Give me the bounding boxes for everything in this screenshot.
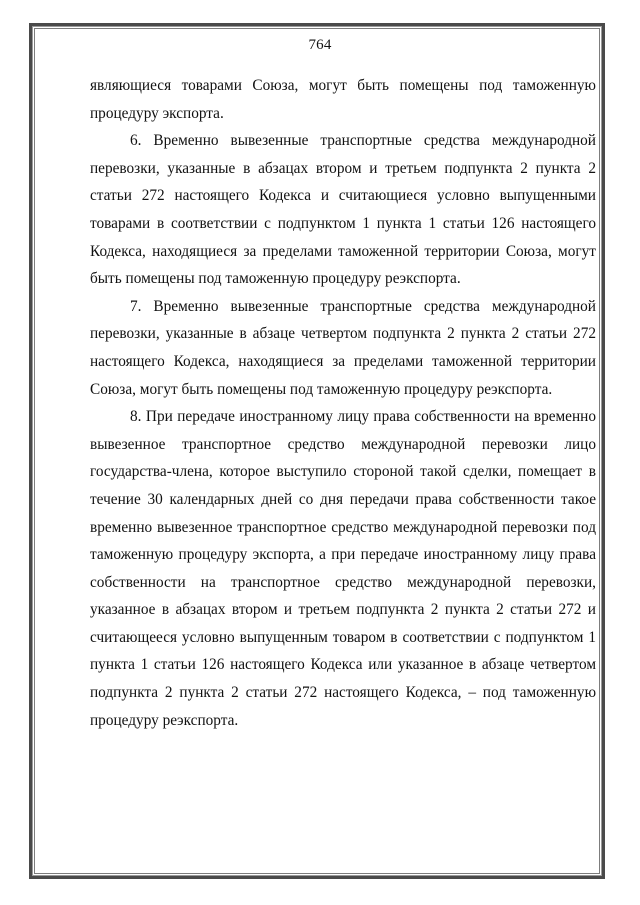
document-body [90,72,596,734]
paragraph-6: 6. Временно вывезенные транспортные средства международной перевозки, указанные в абзацах втором и третьем подпункта 2 пункта 2 статьи 272 настоящего Кодекса и считающиеся условно выпущенными товарами в соответствии с подпунктом 1 пункта 1 статьи 126 настоящего Кодекса, находящиеся за пределами таможенной территории Союза, могут быть помещены под таможенную процедуру реэкспорта. [90,132,596,288]
paragraph-continuation: являющиеся товарами Союза, могут быть помещены под таможенную процедуру экспорта. [90,77,596,122]
paragraph-7: 7. Временно вывезенные транспортные средства международной перевозки, указанные в абзаце четвертом подпункта 2 пункта 2 статьи 272 настоящего Кодекса, находящиеся за пределами таможенной территории Союза, могут быть помещены под таможенную процедуру реэкспорта. [90,297,596,398]
paragraph-8: 8. При передаче иностранному лицу права собственности на временно вывезенное транспортное средство международной перевозки лицо государства-члена, которое выступило стороной такой сделки, помещает в течение 30 календарных дней со дня передачи права собственности такое временно вывезенное транспортное средство международной перевозки под таможенную процедуру экспорта, а при передаче иностранному лицу права собственности на транспортное средство международной перевозки, указанное в абзацах втором и третьем подпункта 2 пункта 2 статьи 272 и считающееся условно выпущенным товаром в соответствии с подпунктом 1 пункта 1 статьи 126 настоящего Кодекса или указанное в абзаце четвертом подпункта 2 пункта 2 статьи 272 настоящего Кодекса, – под таможенную процедуру реэкспорта. [90,408,596,729]
page-number: 764 [308,37,332,53]
